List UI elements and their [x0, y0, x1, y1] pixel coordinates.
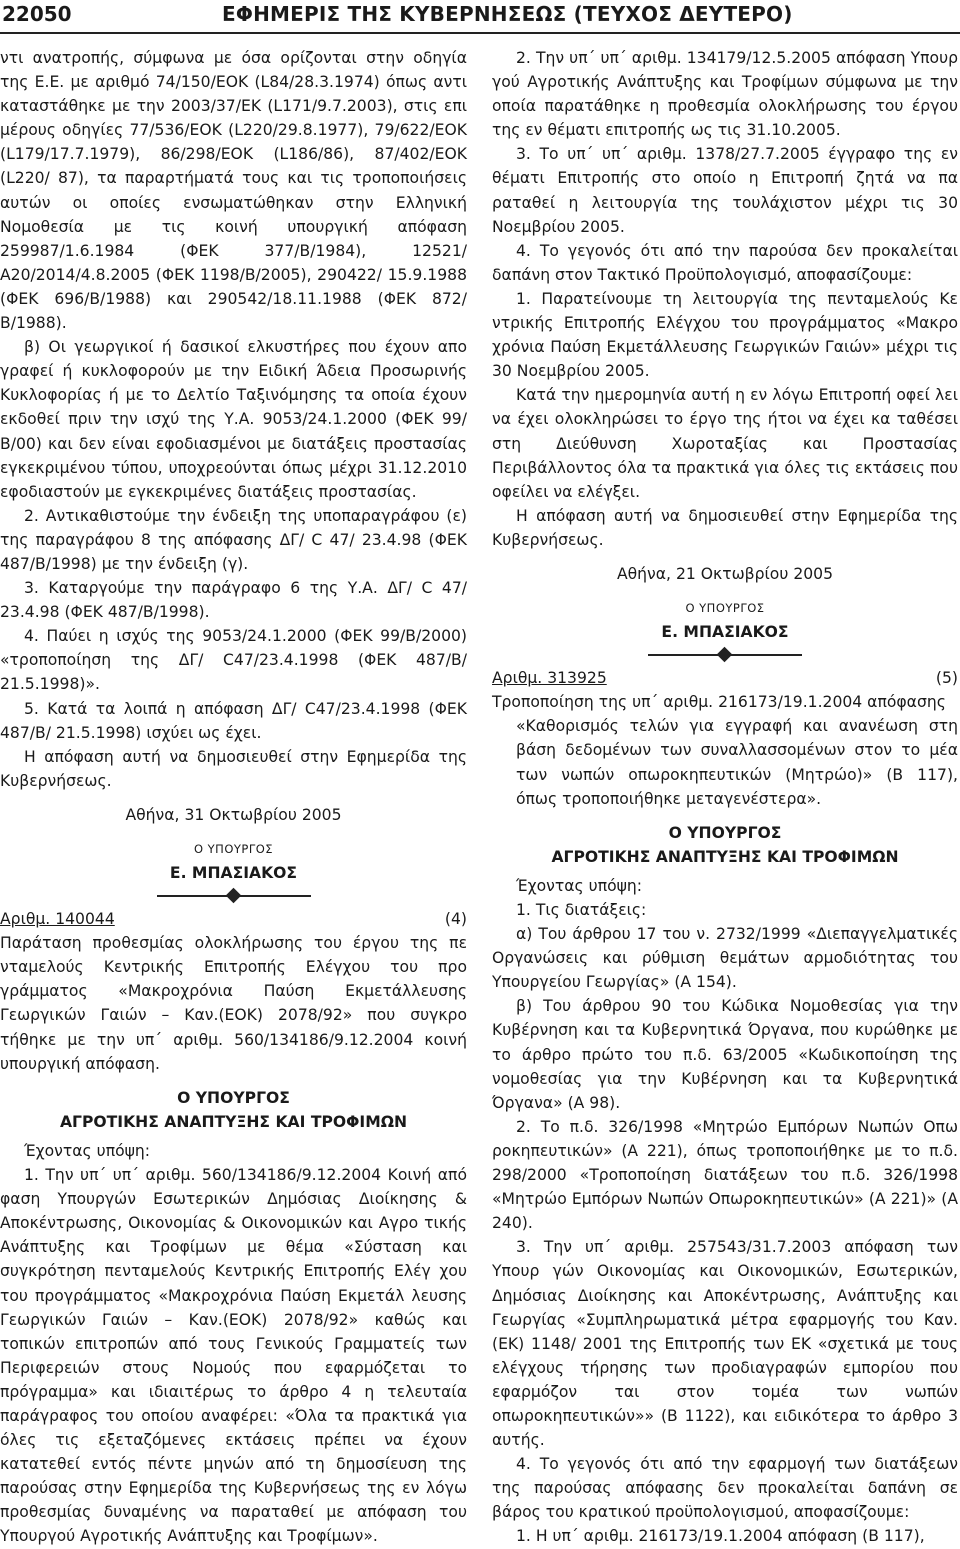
- decision-title-rest: «Καθορισμός τελών για εγγραφή και ανανέωση στη βάση δεδομένων των συναλλασσομένων στον το μέα των νωπών οπωροκηπευτικών (Μητρώο)» (Β 117), όπως τροποποιήθηκε μεταγενέστερα».: [516, 717, 958, 808]
- page-header: [0, 0, 960, 34]
- left-paragraph-2: β) Οι γεωργικοί ή δασικοί ελκυστήρες που έχουν απο γραφεί ή κυκλοφορούν με την Ειδική Άδεια Προσωρινής Κυκλοφορίας ή με το Δελτίο Ταξινόμησης τα οποία έχουν εκδοθεί πριν την ισχύ της Υ.Α. 9053/24.1.2000 (ΦΕΚ 99/Β/00) και δεν είναι εφοδιασμένοι με διατάξεις προστασίας εγκεκριμένου τύπου, υποχρεούνται όπως μέχρι 31.12.2010 εφοδιαστούν με εγκεκριμένες διατάξεις προστασίας.: [0, 338, 467, 501]
- right-paragraph-4: 1. Παρατείνουμε τη λειτουργία της πενταμελούς Κε ντρικής Επιτροπής Ελέγχου του προγράμματος «Μακρο χρόνια Παύση Εκμετάλλευσης Γεωργικών Γαιών» μέχρι τις 30 Νοεμβρίου 2005.: [492, 289, 958, 381]
- right-paragraph-12: 4. Το γεγονός ότι από την εφαρμογή των διατάξεων της παρούσας απόφασης δεν προκαλείται δαπάνη σε βάρος του κρατικού προϋπολογισμού, αποφασίζουμε:: [492, 1455, 958, 1522]
- right-heading-ministry: ΑΓΡΟΤΙΚΗΣ ΑΝΑΠΤΥΞΗΣ ΚΑΙ ΤΡΟΦΙΜΩΝ: [551, 847, 899, 866]
- right-minister-name: Ε. ΜΠΑΣΙΑΚΟΣ: [661, 623, 789, 642]
- decision-index: (5): [935, 669, 958, 688]
- spacer: [0, 827, 467, 837]
- left-having-regard: Έχοντας υπόψη:: [24, 1141, 151, 1160]
- decision-number: Αριθμ. 313925: [492, 669, 607, 688]
- right-paragraph-11: 3. Την υπ΄ αριθμ. 257543/31.7.2003 απόφαση των Υπουρ γών Οικονομίας και Οικονομικών, Εσωτερικών, Δημόσιας Διοίκησης και Αποκέντρωσης, Ανάπτυξης και Γεωργίας «Συμπληρωματικά μέτρα εφαρμογής του Καν. (ΕΚ) 1148/ 2001 της Επιτροπής των ΕΚ «σχετικά με τους ελέγχους τήρησης των προδιαγραφών εμπορίου που εφαρμόζον ται στον τομέα των νωπών οπωροκηπευτικών»» (Β 1122), και ειδικότερα το άρθρο 3 αυτής.: [492, 1238, 958, 1450]
- diamond-icon: [225, 888, 241, 904]
- left-paragraph-8: 1. Την υπ΄ υπ΄ αριθμ. 560/134186/9.12.2004 Κοινή από φαση Υπουργών Εσωτερικών Δημόσιας Διοίκησης & Αποκέντρωσης, Οικονομίας & Οικονομικών και Αγρο τικής Ανάπτυξης και Τροφίμων με θέμα «Σύσταση και συγκρότηση πενταμελούς Κεντρικής Επιτροπής Ελέγ χου του προγράμματος «Μακροχρόνια Παύση Εκμετάλ λευσης Γεωργικών Γαιών – Καν.(ΕΟΚ) 2078/92» καθώς και τοπικών επιτροπών από τους Γενικούς Γραμματείς των Περιφερειών στους Νομούς που εφαρμόζεται το πρόγραμμα» και ιδιαιτέρως το άρθρο 4 η τελευταία παράγραφος του οποίου αναφέρει: «Όλα τα πρακτικά για όλες τις εξεταζόμενες εκτάσεις πρέπει να έχουν κατατεθεί εντός πέντε μηνών από τη δημοσίευση της παρούσας στην Εφημερίδα της Κυβερνήσεως της εν λόγω προθεσμίας δυναμένης να παραταθεί με απόφαση του Υπουργού Αγροτικής Ανάπτυξης και Τροφίμων».: [0, 1166, 467, 1546]
- left-minister-name: Ε. ΜΠΑΣΙΑΚΟΣ: [169, 864, 298, 883]
- section-divider: [157, 887, 311, 905]
- left-heading-minister: Ο ΥΠΟΥΡΓΟΣ: [177, 1088, 290, 1107]
- right-paragraph-6: Η απόφαση αυτή να δημοσιευθεί στην Εφημερίδα της Κυβερνήσεως.: [492, 506, 958, 549]
- spacer: [492, 552, 958, 562]
- right-paragraph-8: α) Του άρθρου 17 του ν. 2732/1999 «Διεπαγγελματικές Οργανώσεις και ρύθμιση θεμάτων αρμοδιότητας του Υπουργείου Γεωργίας» (Α 154).: [492, 925, 958, 992]
- decision-title: Παράταση προθεσμίας ολοκλήρωσης του έργου της πε νταμελούς Κεντρικής Επιτροπής Ελέγχου του προ γράμματος «Μακροχρόνια Παύση Εκμετάλλευσης Γεωργικών Γαιών – Καν.(ΕΟΚ) 2078/92» που συγκρο τήθηκε με την υπ΄ αριθμ. 560/134186/9.12.2004 κοινή υπουργική απόφαση.: [0, 934, 467, 1073]
- page-number: 22050: [2, 2, 72, 26]
- right-having-regard: Έχοντας υπόψη:: [516, 876, 643, 895]
- decision-number-row: [492, 666, 958, 690]
- left-paragraph-5: 4. Παύει η ισχύς της 9053/24.1.2000 (ΦΕΚ 99/Β/2000) «τροποποίηση της ΔΓ/ C47/23.4.1998 (ΦΕΚ 487/Β/ 21.5.1998)».: [0, 627, 467, 694]
- right-place-date: Αθήνα, 21 Οκτωβρίου 2005: [616, 564, 834, 583]
- right-heading-minister: Ο ΥΠΟΥΡΓΟΣ: [668, 823, 782, 842]
- right-paragraph-7: 1. Τις διατάξεις:: [516, 901, 647, 919]
- left-paragraph-3: 2. Αντικαθιστούμε την ένδειξη της υποπαραγράφου (ε) της παραγράφου 8 της απόφασης ΔΓ/ C 47/ 23.4.98 (ΦΕΚ 487/Β/1998) με την ένδειξη (γ).: [0, 506, 467, 573]
- spacer: [0, 793, 467, 803]
- right-paragraph-9: β) Του άρθρου 90 του Κώδικα Νομοθεσίας για την Κυβέρνηση και τα Κυβερνητικά Όργανα, που κυρώθηκε με το άρθρο πρώτο του π.δ. 63/2005 «Κωδικοποίηση της νομοθεσίας για την Κυβέρνηση και τα Κυβερνητικά Όργανα» (Α 98).: [492, 997, 958, 1112]
- right-paragraph-13: 1. Η υπ΄ αριθμ. 216173/19.1.2004 απόφαση (Β 117),: [516, 1527, 925, 1546]
- decision-title-first: Τροποποίηση της υπ΄ αριθμ. 216173/19.1.2004 απόφασης: [492, 693, 946, 712]
- decision-number: Αριθμ. 140044: [0, 910, 115, 929]
- decision-index: (4): [444, 910, 467, 929]
- right-minister-label: Ο ΥΠΟΥΡΓΟΣ: [685, 601, 765, 616]
- decision-number-row: [0, 907, 467, 931]
- left-heading-ministry: ΑΓΡΟΤΙΚΗΣ ΑΝΑΠΤΥΞΗΣ ΚΑΙ ΤΡΟΦΙΜΩΝ: [59, 1112, 408, 1131]
- left-paragraph-1: ντι ανατροπής, σύμφωνα με όσα ορίζονται στην οδηγία της Ε.Ε. με αριθμό 74/150/ΕΟΚ (L84/28.3.1974) όπως αντι καταστάθηκε με την 2003/37/ΕΚ (L171/9.7.2003), στις επι μέρους οδηγίες 77/536/ΕΟΚ (L220/29.8.1977), 79/622/ΕΟΚ (L179/17.7.1979), 86/298/ΕΟΚ (L186/86), 87/402/ΕΟΚ (L220/ 87), τα παραρτήματά τους και τις τροποποιήσεις αυτών οι οποίες ενσωματώθηκαν στην Ελληνική Νομοθεσία με τις κοινή υπουργική απόφαση 259987/1.6.1984 (ΦΕΚ 377/Β/1984), 12521/Α20/2014/4.8.2005 (ΦΕΚ 1198/Β/2005), 290422/ 15.9.1988 (ΦΕΚ 696/Β/1988) και 290542/18.11.1988 (ΦΕΚ 872/Β/1988).: [0, 49, 467, 333]
- gazette-title: ΕΦΗΜΕΡΙΣ ΤΗΣ ΚΥΒΕΡΝΗΣΕΩΣ (ΤΕΥΧΟΣ ΔΕΥΤΕΡΟ): [222, 2, 793, 26]
- spacer: [0, 1076, 467, 1086]
- header-rule: [0, 32, 960, 34]
- right-paragraph-3: 4. Το γεγονός ότι από την παρούσα δεν προκαλείται δαπάνη στον Τακτικό Προϋπολογισμό, αποφασίζουμε:: [492, 241, 958, 284]
- left-paragraph-6: 5. Κατά τα λοιπά η απόφαση ΔΓ/ C47/23.4.1998 (ΦΕΚ 487/Β/ 21.5.1998) ισχύει ως έχει.: [0, 699, 467, 742]
- right-paragraph-2: 3. Το υπ΄ υπ΄ αριθμ. 1378/27.7.2005 έγγραφο της εν θέματι Επιτροπής στο οποίο η Επιτροπή ζητά να πα ραταθεί η λειτουργία της τουλάχιστον μέχρι τις 30 Νοεμβρίου 2005.: [492, 145, 958, 236]
- spacer: [492, 586, 958, 596]
- left-paragraph-4: 3. Καταργούμε την παράγραφο 6 της Υ.Α. ΔΓ/ C 47/ 23.4.98 (ΦΕΚ 487/Β/1998).: [0, 579, 467, 622]
- spacer: [492, 811, 958, 821]
- right-paragraph-1: 2. Την υπ΄ υπ΄ αριθμ. 134179/12.5.2005 απόφαση Υπουρ γού Αγροτικής Ανάπτυξης και Τροφίμων σύμφωνα με την οποία παρατάθηκε η προθεσμία ολοκλήρωσης του έργου της εν θέματι επιτροπής ως τις 31.10.2005.: [492, 49, 958, 140]
- left-place-date: Αθήνα, 31 Οκτωβρίου 2005: [125, 805, 342, 824]
- left-column: [0, 46, 467, 1549]
- left-paragraph-7: Η απόφαση αυτή να δημοσιευθεί στην Εφημερίδα της Κυβερνήσεως.: [0, 747, 467, 790]
- left-minister-label: Ο ΥΠΟΥΡΓΟΣ: [193, 842, 274, 856]
- diamond-icon: [717, 647, 733, 663]
- right-paragraph-5: Κατά την ημερομηνία αυτή η εν λόγω Επιτροπή οφεί λει να έχει ολοκληρώσει το έργο της ήτοι να έχει κα ταθέσει στη Διεύθυνση Χωροταξίας και Προστασίας Περιβάλλοντος όλα τα πρακτικά για όλες τις εκτάσεις που οφείλει να ελέγξει.: [492, 386, 958, 501]
- right-paragraph-10: 2. Το π.δ. 326/1998 «Μητρώο Εμπόρων Νωπών Οπω ροκηπευτικών» (Α 221), όπως τροποποιήθηκε με το π.δ. 298/2000 «Τροποποίηση διατάξεων του π.δ. 326/1998 «Μητρώο Εμπόρων Νωπών Οπωροκηπευτικών» (Α 221)» (Α 240).: [492, 1117, 958, 1233]
- right-column: [492, 46, 958, 1549]
- section-divider: [648, 646, 802, 664]
